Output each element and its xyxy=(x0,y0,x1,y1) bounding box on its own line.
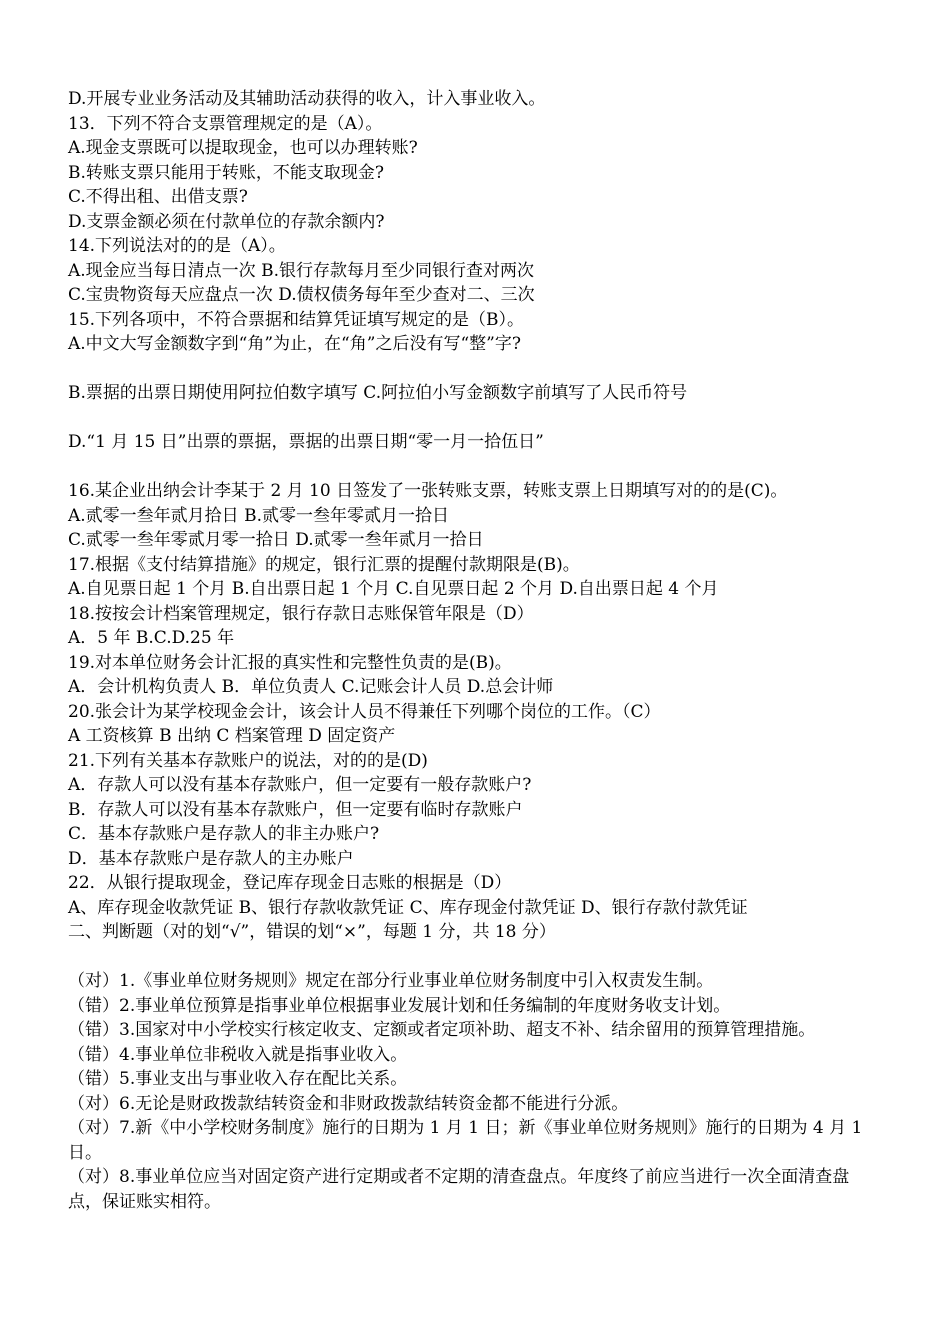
option-line: B.票据的出票日期使用阿拉伯数字填写 C.阿拉伯小写金额数字前填写了人民币符号 xyxy=(68,383,688,403)
question-21: 21.下列有关基本存款账户的说法，对的的是(D) xyxy=(68,750,428,771)
question-17: 17.根据《支付结算措施》的规定，银行汇票的提醒付款期限是(B)。 xyxy=(68,554,580,575)
judgement-item: （对）8.事业单位应当对固定资产进行定期或者不定期的清查盘点。年度终了前应当进行一次全面清查盘点，保证账实相符。 xyxy=(68,1167,850,1212)
question-13: 13．下列不符合支票管理规定的是（A）。 xyxy=(68,113,383,134)
judgement-item: （错）5.事业支出与事业收入存在配比关系。 xyxy=(68,1069,408,1089)
text-line: D.开展专业业务活动及其辅助活动获得的收入，计入事业收入。 xyxy=(68,89,546,109)
option-line: A.现金应当每日清点一次 B.银行存款每月至少同银行查对两次 xyxy=(68,260,534,281)
question-15: 15.下列各项中，不符合票据和结算凭证填写规定的是（B）。 xyxy=(68,309,525,330)
option-line: C.贰零一叁年零贰月零一拾日 D.贰零一叁年贰月一拾日 xyxy=(68,530,484,550)
option-line: A．存款人可以没有基本存款账户，但一定要有一般存款账户? xyxy=(68,775,532,795)
option-line: C.宝贵物资每天应盘点一次 D.债权债务每年至少查对二、三次 xyxy=(68,285,535,305)
question-22: 22．从银行提取现金，登记库存现金日志账的根据是（D） xyxy=(68,873,512,893)
judgement-item: （错）4.事业单位非税收入就是指事业收入。 xyxy=(68,1044,408,1065)
blank-line xyxy=(68,455,870,480)
judgement-item: （对）7.新《中小学校财务制度》施行的日期为 1 月 1 日；新《事业单位财务规则》施行的日期为 4 月 1 日。 xyxy=(68,1118,863,1163)
judgement-item: （错）3.国家对中小学校实行核定收支、定额或者定项补助、超支不补、结余留用的预算管理措施。 xyxy=(68,1020,816,1040)
option-line: A．会计机构负责人 B．单位负责人 C.记账会计人员 D.总会计师 xyxy=(68,677,554,697)
question-19: 19.对本单位财务会计汇报的真实性和完整性负责的是(B)。 xyxy=(68,652,512,673)
option-line: A．5 年 B.C.D.25 年 xyxy=(68,628,235,648)
judgement-item: （错）2.事业单位预算是指事业单位根据事业发展计划和任务编制的年度财务收支计划。 xyxy=(68,995,731,1016)
question-20: 20.张会计为某学校现金会计，该会计人员不得兼任下列哪个岗位的工作。（C） xyxy=(68,701,661,722)
option-line: A.中文大写金额数字到“角”为止，在“角”之后没有写“整”字? xyxy=(68,334,521,354)
option-line: C.不得出租、出借支票? xyxy=(68,187,248,207)
option-line: A.贰零一叁年贰月拾日 B.贰零一叁年零贰月一拾日 xyxy=(68,505,449,526)
judgement-item: （对）6.无论是财政拨款结转资金和非财政拨款结转资金都不能进行分派。 xyxy=(68,1093,629,1114)
question-18: 18.按按会计档案管理规定，银行存款日志账保管年限是（D） xyxy=(68,603,534,624)
option-line: D．基本存款账户是存款人的主办账户 xyxy=(68,848,354,869)
blank-line xyxy=(68,357,870,382)
option-line: B．存款人可以没有基本存款账户，但一定要有临时存款账户 xyxy=(68,799,523,820)
option-line: B.转账支票只能用于转账，不能支取现金? xyxy=(68,162,385,183)
option-line: D.支票金额必须在付款单位的存款余额内? xyxy=(68,211,385,232)
blank-line xyxy=(68,945,870,970)
question-14: 14.下列说法对的的是（A）。 xyxy=(68,236,286,256)
question-16: 16.某企业出纳会计李某于 2 月 10 日签发了一张转账支票，转账支票上日期填写对的的是(C)。 xyxy=(68,481,788,501)
option-line: C．基本存款账户是存款人的非主办账户? xyxy=(68,824,380,844)
judgement-item: （对）1.《事业单位财务规则》规定在部分行业事业单位财务制度中引入权责发生制。 xyxy=(68,971,714,991)
section-heading: 二、判断题（对的划“√”，错误的划“×”，每题 1 分，共 18 分） xyxy=(68,922,556,942)
option-line: A 工资核算 B 出纳 C 档案管理 D 固定资产 xyxy=(68,726,396,746)
option-line: A.自见票日起 1 个月 B.自出票日起 1 个月 C.自见票日起 2 个月 D.自出票日起 4 个月 xyxy=(68,579,719,599)
option-line: A、库存现金收款凭证 B、银行存款收款凭证 C、库存现金付款凭证 D、银行存款付款凭证 xyxy=(68,897,748,918)
option-line: A.现金支票既可以提取现金，也可以办理转账? xyxy=(68,138,418,158)
blank-line xyxy=(68,406,870,431)
option-line: D.“1 月 15 日”出票的票据，票据的出票日期“零一月一拾伍日” xyxy=(68,432,544,452)
